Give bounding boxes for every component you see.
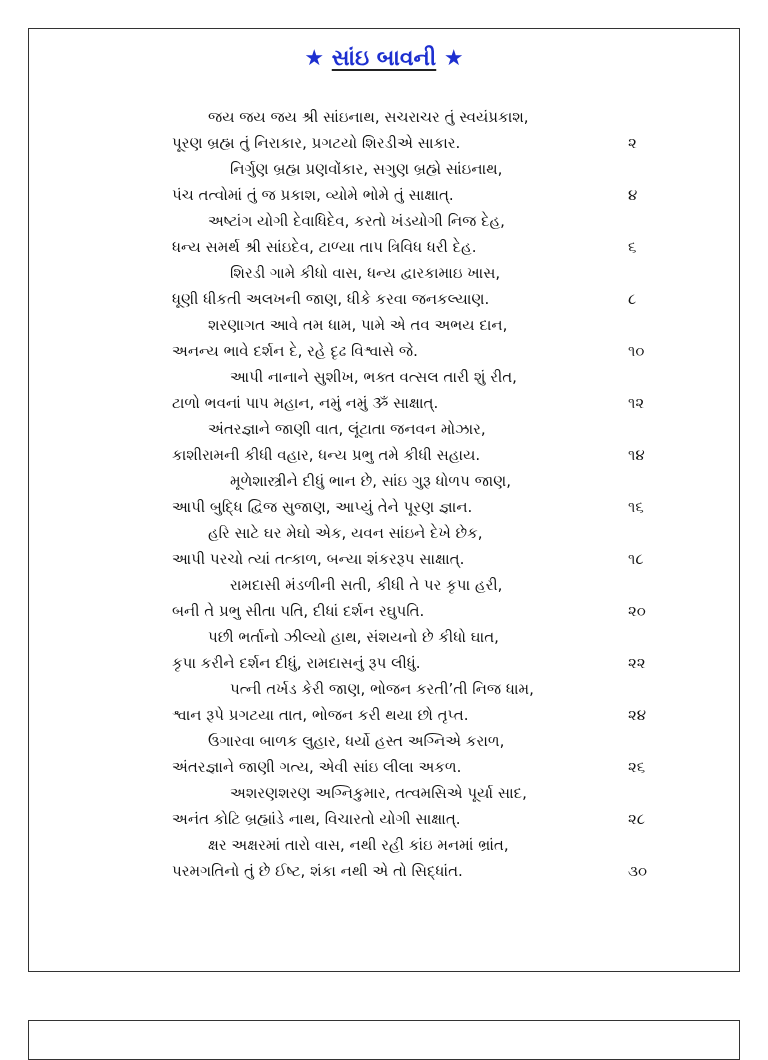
verse-list (0, 104, 768, 884)
verse-text: પૂરણ બ્રહ્મ તું નિરાકાર, પ્રગટયો શિરડીએ સાકાર. (172, 134, 461, 152)
verse-text: નિર્ગુણ બ્રહ્મ પ્રણવોંકાર, સગુણ બ્રહ્મે સાંઇનાથ, (230, 160, 503, 178)
verse-line (0, 390, 768, 416)
verse-number: ૨૪ (628, 706, 647, 724)
verse-number: ૧૬ (628, 498, 644, 516)
page-title (0, 46, 768, 71)
verse-text: અષ્ટાંગ યોગી દેવાધિદેવ, કરતો ખંડયોગી નિજ દેહ, (208, 212, 505, 230)
verse-line (0, 702, 768, 728)
verse-number: ૪ (628, 186, 638, 204)
verse-text: ક્ષર અક્ષરમાં તારો વાસ, નથી રહી કાંઇ મનમાં ભ્રાંત, (208, 836, 509, 854)
verse-line (0, 130, 768, 156)
verse-line (0, 468, 768, 494)
verse-line (0, 676, 768, 702)
verse-line (0, 182, 768, 208)
star-icon: ★ (443, 46, 464, 71)
verse-line (0, 780, 768, 806)
verse-number: ૧૦ (628, 342, 645, 360)
verse-line (0, 416, 768, 442)
verse-text: મૂળેશાસ્ત્રીને દીધું ભાન છે, સાંઇ ગુરૂ ધોળપ જાણ, (230, 472, 512, 490)
verse-text: કૃપા કરીને દર્શન દીધું, રામદાસનું રૂપ લીધું. (172, 654, 421, 672)
verse-text: આપી બુદ્ધિ દ્વિજ સુજાણ, આપ્યું તેને પૂરણ જ્ઞાન. (172, 498, 473, 516)
verse-text: શિરડી ગામે કીધો વાસ, ધન્ય દ્વારકામાઇ ખાસ, (230, 264, 501, 282)
verse-text: ધૂણી ધીકતી અલખની જાણ, ધીકે કરવા જનકલ્યાણ. (172, 290, 490, 308)
verse-text: અનન્ય ભાવે દર્શન દે, રહે દૃઢ વિશ્વાસે જે. (172, 342, 418, 360)
next-page-frame (28, 1020, 740, 1060)
verse-text: અનંત કોટિ બ્રહ્માંડે નાથ, વિચારતો યોગી સાક્ષાત્. (172, 810, 461, 828)
verse-text: પંચ તત્વોમાં તું જ પ્રકાશ, વ્યોમે ભોમે તું સાક્ષાત્. (172, 186, 454, 204)
verse-line (0, 208, 768, 234)
verse-number: ૨ (628, 134, 637, 152)
verse-text: ટાળો ભવનાં પાપ મહાન, નમું નમું ૐ સાક્ષાત્. (172, 394, 439, 412)
verse-text: આપી નાનાને સુશીખ, ભક્ત વત્સલ તારી શું રીત, (230, 368, 517, 386)
verse-line (0, 546, 768, 572)
verse-line (0, 494, 768, 520)
verse-line (0, 338, 768, 364)
verse-line (0, 312, 768, 338)
verse-number: ૮ (628, 290, 637, 308)
verse-text: શરણાગત આવે તમ ધામ, પામે એ તવ અભય દાન, (208, 316, 508, 334)
verse-text: અશરણશરણ અગ્નિકુમાર, તત્વમસિએ પૂર્યા સાદ, (230, 784, 527, 802)
verse-text: હરિ સાટે ઘર મેઘો એક, યવન સાંઇને દેખે છેક, (208, 524, 483, 542)
verse-number: ૧૮ (628, 550, 644, 568)
verse-text: રામદાસી મંડળીની સતી, કીધી તે પર કૃપા હરી, (230, 576, 503, 594)
verse-line (0, 364, 768, 390)
title-text: સાંઇ બાવની (331, 46, 437, 71)
verse-number: ૧૪ (628, 446, 645, 464)
verse-line (0, 442, 768, 468)
verse-line (0, 598, 768, 624)
verse-text: જય જય જય શ્રી સાંઇનાથ, સચરાચર તું સ્વયંપ્રકાશ, (208, 108, 529, 126)
verse-line (0, 104, 768, 130)
verse-text: અંતરજ્ઞાને જાણી વાત, લૂંટાતા જનવન મોઝાર, (208, 420, 486, 438)
verse-text: પરમગતિનો તું છે ઈષ્ટ, શંકા નથી એ તો સિદ્ધાંત. (172, 862, 463, 880)
verse-line (0, 286, 768, 312)
star-icon: ★ (304, 46, 325, 71)
verse-text: પછી ભર્તાનો ઝીલ્યો હાથ, સંશયનો છે કીધો ઘાત, (208, 628, 499, 646)
verse-line (0, 572, 768, 598)
verse-number: ૨૨ (628, 654, 646, 672)
verse-text: બની તે પ્રભુ સીતા પતિ, દીધાં દર્શન રઘુપતિ. (172, 602, 425, 620)
verse-text: પત્ની તર્ખડ કેરી જાણ, ભોજન કરતી’તી નિજ ધામ, (230, 680, 534, 698)
verse-line (0, 234, 768, 260)
verse-text: કાશીરામની કીધી વહાર, ધન્ય પ્રભુ તમે કીધી સહાય. (172, 446, 481, 464)
verse-line (0, 520, 768, 546)
verse-text: અંતરજ્ઞાને જાણી ગત્ય, એવી સાંઇ લીલા અકળ. (172, 758, 462, 776)
verse-line (0, 260, 768, 286)
verse-line (0, 858, 768, 884)
verse-line (0, 832, 768, 858)
verse-text: ઉગારવા બાળક લુહાર, ધર્યો હસ્ત અગ્નિએ કરાળ, (208, 732, 505, 750)
verse-text: શ્વાન રૂપે પ્રગટયા તાત, ભોજન કરી થયા છો તૃપ્ત. (172, 706, 469, 724)
verse-line (0, 806, 768, 832)
verse-line (0, 754, 768, 780)
verse-line (0, 624, 768, 650)
verse-line (0, 728, 768, 754)
verse-line (0, 650, 768, 676)
verse-text: ધન્ય સમર્થ શ્રી સાંઇદેવ, ટાળ્યા તાપ ત્રિવિધ ધરી દેહ. (172, 238, 477, 256)
verse-number: ૨૦ (628, 602, 646, 620)
verse-number: ૨૮ (628, 810, 646, 828)
verse-line (0, 156, 768, 182)
verse-number: ૧૨ (628, 394, 645, 412)
verse-text: આપી પરચો ત્યાં તત્કાળ, બન્યા શંકરરૂપ સાક્ષાત્. (172, 550, 465, 568)
verse-number: ૬ (628, 238, 637, 256)
verse-number: ૨૬ (628, 758, 646, 776)
verse-number: ૩૦ (628, 862, 648, 880)
